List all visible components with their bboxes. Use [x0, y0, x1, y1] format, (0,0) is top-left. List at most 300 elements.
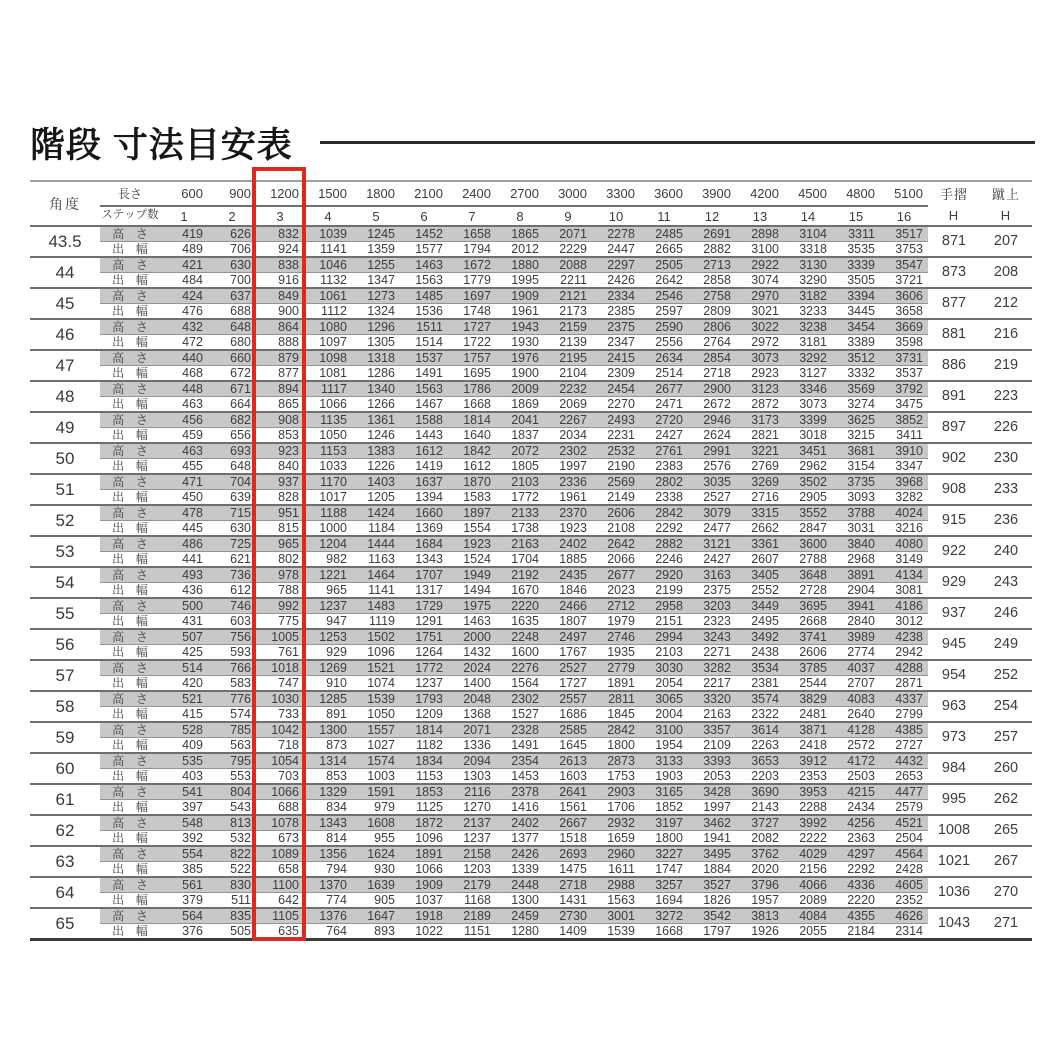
debaba-label: 出 幅: [100, 552, 160, 568]
debaba-label: 出 幅: [100, 335, 160, 351]
takasa-cell: 4238: [880, 629, 928, 645]
row-takasa-65: [30, 908, 1032, 924]
takasa-cell: 1018: [256, 660, 304, 676]
takasa-cell: 2276: [496, 660, 544, 676]
tesuri-value: 1036: [928, 877, 980, 908]
takasa-cell: 2336: [544, 474, 592, 490]
takasa-cell: 1563: [400, 381, 448, 397]
debaba-cell: 1997: [544, 459, 592, 475]
row-debaba-49: [30, 428, 1032, 444]
takasa-cell: 2557: [544, 691, 592, 707]
debaba-cell: 1431: [544, 893, 592, 909]
step-header-9: 9: [564, 208, 572, 224]
takasa-cell: 838: [256, 257, 304, 273]
debaba-cell: 1369: [400, 521, 448, 537]
tesuri-value: 915: [928, 505, 980, 536]
debaba-cell: 1153: [400, 769, 448, 785]
debaba-cell: 1074: [352, 676, 400, 692]
takasa-cell: 923: [256, 443, 304, 459]
debaba-label: 出 幅: [100, 893, 160, 909]
takasa-cell: 4083: [832, 691, 880, 707]
debaba-cell: 1694: [640, 893, 688, 909]
debaba-cell: 3100: [736, 242, 784, 258]
debaba-cell: 403: [160, 769, 208, 785]
takasa-cell: 4355: [832, 908, 880, 924]
takasa-cell: 804: [208, 784, 256, 800]
takasa-cell: 514: [160, 660, 208, 676]
debaba-cell: 2447: [592, 242, 640, 258]
debaba-cell: 1182: [400, 738, 448, 754]
debaba-cell: 1536: [400, 304, 448, 320]
debaba-cell: 2728: [784, 583, 832, 599]
takasa-cell: 3741: [784, 629, 832, 645]
takasa-cell: 879: [256, 350, 304, 366]
debaba-cell: 445: [160, 521, 208, 537]
takasa-cell: 4385: [880, 722, 928, 738]
table-body: [30, 226, 1032, 940]
takasa-cell: 4029: [784, 846, 832, 862]
debaba-cell: 2418: [784, 738, 832, 754]
debaba-cell: 877: [256, 366, 304, 382]
debaba-cell: 1112: [304, 304, 352, 320]
takasa-cell: 864: [256, 319, 304, 335]
takasa-cell: 671: [208, 381, 256, 397]
takasa-label: 高 さ: [100, 381, 160, 397]
takasa-cell: 2133: [496, 505, 544, 521]
debaba-cell: 376: [160, 924, 208, 940]
debaba-label: 出 幅: [100, 397, 160, 413]
debaba-cell: 1767: [544, 645, 592, 661]
takasa-cell: 1639: [352, 877, 400, 893]
debaba-cell: 1066: [400, 862, 448, 878]
debaba-cell: 1800: [592, 738, 640, 754]
takasa-cell: 456: [160, 412, 208, 428]
debaba-cell: 2821: [736, 428, 784, 444]
row-takasa-51: [30, 474, 1032, 490]
step-header-2: 2: [228, 208, 236, 224]
tesuri-h-label: H: [948, 208, 960, 223]
debaba-cell: 1772: [496, 490, 544, 506]
debaba-cell: 2707: [832, 676, 880, 692]
takasa-cell: 3992: [784, 815, 832, 831]
takasa-cell: 2720: [640, 412, 688, 428]
takasa-cell: 3311: [832, 226, 880, 242]
angle-value: 44: [30, 257, 100, 288]
takasa-cell: 2302: [496, 691, 544, 707]
debaba-cell: 2353: [784, 769, 832, 785]
takasa-cell: 2693: [544, 846, 592, 862]
debaba-cell: 2069: [544, 397, 592, 413]
takasa-cell: 3871: [784, 722, 832, 738]
page-title: 階段 寸法目安表: [30, 126, 293, 165]
debaba-cell: 1554: [448, 521, 496, 537]
debaba-cell: 1467: [400, 397, 448, 413]
debaba-cell: 2527: [688, 490, 736, 506]
debaba-cell: 2156: [784, 862, 832, 878]
debaba-cell: 2872: [736, 397, 784, 413]
debaba-cell: 658: [256, 862, 304, 878]
debaba-cell: 1659: [592, 831, 640, 847]
keage-value: 262: [980, 784, 1032, 815]
takasa-cell: 1030: [256, 691, 304, 707]
takasa-cell: 2220: [496, 598, 544, 614]
takasa-cell: 3941: [832, 598, 880, 614]
angle-value: 50: [30, 443, 100, 474]
debaba-cell: 1141: [352, 583, 400, 599]
debaba-cell: 1706: [592, 800, 640, 816]
debaba-cell: 680: [208, 335, 256, 351]
takasa-cell: 4337: [880, 691, 928, 707]
takasa-cell: 3762: [736, 846, 784, 862]
takasa-cell: 1383: [352, 443, 400, 459]
step-header-16: 16: [896, 208, 912, 224]
takasa-cell: 2641: [544, 784, 592, 800]
takasa-cell: 1066: [256, 784, 304, 800]
takasa-cell: 3130: [784, 257, 832, 273]
debaba-cell: 2968: [832, 552, 880, 568]
takasa-cell: 507: [160, 629, 208, 645]
takasa-cell: 2569: [592, 474, 640, 490]
takasa-cell: 3912: [784, 753, 832, 769]
debaba-cell: 2764: [688, 335, 736, 351]
debaba-cell: 385: [160, 862, 208, 878]
debaba-cell: 3073: [784, 397, 832, 413]
takasa-cell: 3614: [736, 722, 784, 738]
takasa-cell: 3552: [784, 505, 832, 521]
debaba-cell: 3411: [880, 428, 928, 444]
length-header-3000: 3000: [544, 181, 592, 206]
takasa-cell: 3606: [880, 288, 928, 304]
takasa-cell: 1117: [304, 381, 352, 397]
takasa-cell: 2920: [640, 567, 688, 583]
keage-value: 233: [980, 474, 1032, 505]
takasa-cell: 4288: [880, 660, 928, 676]
debaba-cell: 1561: [544, 800, 592, 816]
keage-value: 240: [980, 536, 1032, 567]
row-takasa-52: [30, 505, 1032, 521]
takasa-cell: 4605: [880, 877, 928, 893]
debaba-cell: 794: [304, 862, 352, 878]
debaba-cell: 888: [256, 335, 304, 351]
takasa-cell: 424: [160, 288, 208, 304]
takasa-cell: 3653: [736, 753, 784, 769]
takasa-cell: 3165: [640, 784, 688, 800]
takasa-cell: 2960: [592, 846, 640, 862]
debaba-cell: 1336: [448, 738, 496, 754]
debaba-cell: 1394: [400, 490, 448, 506]
debaba-cell: 3318: [784, 242, 832, 258]
takasa-cell: 2606: [592, 505, 640, 521]
angle-value: 51: [30, 474, 100, 505]
takasa-cell: 1100: [256, 877, 304, 893]
debaba-cell: 893: [352, 924, 400, 940]
debaba-cell: 2716: [736, 490, 784, 506]
row-debaba-44: [30, 273, 1032, 289]
keage-value: 270: [980, 877, 1032, 908]
takasa-cell: 4037: [832, 660, 880, 676]
debaba-cell: 3233: [784, 304, 832, 320]
debaba-cell: 2840: [832, 614, 880, 630]
takasa-cell: 4256: [832, 815, 880, 831]
debaba-cell: 1837: [496, 428, 544, 444]
debaba-cell: 522: [208, 862, 256, 878]
step-header-8: 8: [516, 208, 524, 224]
debaba-cell: 420: [160, 676, 208, 692]
takasa-cell: 2454: [592, 381, 640, 397]
takasa-cell: 2094: [448, 753, 496, 769]
debaba-label: 出 幅: [100, 831, 160, 847]
takasa-cell: 3100: [640, 722, 688, 738]
takasa-cell: 2189: [448, 908, 496, 924]
debaba-cell: 1807: [544, 614, 592, 630]
takasa-cell: 704: [208, 474, 256, 490]
takasa-cell: 3073: [736, 350, 784, 366]
debaba-cell: 764: [304, 924, 352, 940]
debaba-cell: 2066: [592, 552, 640, 568]
header-row-steps: [30, 206, 1032, 226]
takasa-cell: 2159: [544, 319, 592, 335]
takasa-cell: 2088: [544, 257, 592, 273]
takasa-label: 高 さ: [100, 815, 160, 831]
debaba-cell: 1797: [688, 924, 736, 940]
debaba-cell: 1096: [400, 831, 448, 847]
debaba-cell: 3181: [784, 335, 832, 351]
takasa-cell: 2375: [592, 319, 640, 335]
debaba-cell: 688: [256, 800, 304, 816]
debaba-cell: 2495: [736, 614, 784, 630]
debaba-cell: 1753: [592, 769, 640, 785]
takasa-cell: 1296: [352, 319, 400, 335]
takasa-cell: 1253: [304, 629, 352, 645]
step-header-14: 14: [800, 208, 816, 224]
takasa-cell: 1707: [400, 567, 448, 583]
takasa-cell: 3495: [688, 846, 736, 862]
debaba-cell: 910: [304, 676, 352, 692]
takasa-cell: 3399: [784, 412, 832, 428]
takasa-cell: 3669: [880, 319, 928, 335]
takasa-label: 高 さ: [100, 877, 160, 893]
takasa-cell: 830: [208, 877, 256, 893]
takasa-cell: 3695: [784, 598, 832, 614]
takasa-cell: 2667: [544, 815, 592, 831]
takasa-cell: 1897: [448, 505, 496, 521]
takasa-cell: 2806: [688, 319, 736, 335]
takasa-cell: 3502: [784, 474, 832, 490]
takasa-cell: 2922: [736, 257, 784, 273]
takasa-cell: 2677: [592, 567, 640, 583]
debaba-cell: 873: [304, 738, 352, 754]
row-takasa-58: [30, 691, 1032, 707]
keage-value: 230: [980, 443, 1032, 474]
takasa-cell: 2761: [640, 443, 688, 459]
takasa-cell: 785: [208, 722, 256, 738]
debaba-cell: 3535: [832, 242, 880, 258]
debaba-cell: 774: [304, 893, 352, 909]
takasa-cell: 2072: [496, 443, 544, 459]
takasa-cell: 630: [208, 257, 256, 273]
takasa-cell: 736: [208, 567, 256, 583]
debaba-cell: 656: [208, 428, 256, 444]
debaba-cell: 621: [208, 552, 256, 568]
debaba-cell: 1209: [400, 707, 448, 723]
debaba-cell: 982: [304, 552, 352, 568]
tesuri-value: 945: [928, 629, 980, 660]
takasa-cell: 1314: [304, 753, 352, 769]
takasa-cell: 3133: [640, 753, 688, 769]
debaba-cell: 1050: [352, 707, 400, 723]
takasa-cell: 3852: [880, 412, 928, 428]
takasa-cell: 3600: [784, 536, 832, 552]
takasa-cell: 2677: [640, 381, 688, 397]
debaba-cell: 1132: [304, 273, 352, 289]
tesuri-value: 937: [928, 598, 980, 629]
debaba-label: 出 幅: [100, 800, 160, 816]
takasa-cell: 2071: [448, 722, 496, 738]
takasa-cell: 4297: [832, 846, 880, 862]
debaba-cell: 1640: [448, 428, 496, 444]
tesuri-value: 891: [928, 381, 980, 412]
takasa-cell: 2048: [448, 691, 496, 707]
takasa-cell: 3393: [688, 753, 736, 769]
debaba-label: 出 幅: [100, 583, 160, 599]
debaba-cell: 2143: [736, 800, 784, 816]
debaba-cell: 1563: [592, 893, 640, 909]
keage-header: 蹴上: [991, 186, 1020, 202]
row-takasa-57: [30, 660, 1032, 676]
debaba-cell: 2434: [832, 800, 880, 816]
debaba-cell: 3753: [880, 242, 928, 258]
debaba-cell: 2477: [688, 521, 736, 537]
debaba-cell: 1066: [304, 397, 352, 413]
takasa-cell: 1637: [400, 474, 448, 490]
takasa-cell: 1329: [304, 784, 352, 800]
debaba-cell: 1443: [400, 428, 448, 444]
steps-header-label: ステップ数: [101, 209, 159, 222]
takasa-cell: 528: [160, 722, 208, 738]
debaba-cell: 1168: [448, 893, 496, 909]
takasa-cell: 1255: [352, 257, 400, 273]
takasa-cell: 3173: [736, 412, 784, 428]
debaba-cell: 3389: [832, 335, 880, 351]
table-header: [30, 181, 1032, 226]
takasa-cell: 2946: [688, 412, 736, 428]
takasa-cell: 2378: [496, 784, 544, 800]
debaba-cell: 2809: [688, 304, 736, 320]
takasa-cell: 776: [208, 691, 256, 707]
length-header-label: 長さ: [100, 181, 160, 206]
takasa-label: 高 さ: [100, 784, 160, 800]
takasa-cell: 4432: [880, 753, 928, 769]
debaba-cell: 2769: [736, 459, 784, 475]
takasa-cell: 1318: [352, 350, 400, 366]
debaba-cell: 2579: [880, 800, 928, 816]
takasa-cell: 756: [208, 629, 256, 645]
takasa-cell: 2192: [496, 567, 544, 583]
row-debaba-62: [30, 831, 1032, 847]
debaba-cell: 1432: [448, 645, 496, 661]
takasa-cell: 725: [208, 536, 256, 552]
step-header-4: 4: [324, 208, 332, 224]
takasa-cell: 486: [160, 536, 208, 552]
angle-value: 54: [30, 567, 100, 598]
takasa-cell: 3517: [880, 226, 928, 242]
takasa-label: 高 さ: [100, 753, 160, 769]
debaba-cell: 840: [256, 459, 304, 475]
debaba-cell: 1237: [400, 676, 448, 692]
debaba-cell: 489: [160, 242, 208, 258]
debaba-cell: 1000: [304, 521, 352, 537]
takasa-cell: 3320: [688, 691, 736, 707]
takasa-cell: 4477: [880, 784, 928, 800]
takasa-cell: 937: [256, 474, 304, 490]
takasa-cell: 1054: [256, 753, 304, 769]
takasa-cell: 1046: [304, 257, 352, 273]
row-debaba-57: [30, 676, 1032, 692]
debaba-cell: 3081: [880, 583, 928, 599]
takasa-cell: 3574: [736, 691, 784, 707]
debaba-cell: 3282: [880, 490, 928, 506]
debaba-cell: 2662: [736, 521, 784, 537]
takasa-cell: 1793: [400, 691, 448, 707]
debaba-cell: 1995: [496, 273, 544, 289]
debaba-cell: 425: [160, 645, 208, 661]
debaba-cell: 853: [256, 428, 304, 444]
takasa-cell: 1105: [256, 908, 304, 924]
debaba-cell: 1695: [448, 366, 496, 382]
debaba-cell: 2012: [496, 242, 544, 258]
takasa-cell: 3813: [736, 908, 784, 924]
takasa-cell: 3454: [832, 319, 880, 335]
takasa-cell: 1300: [304, 722, 352, 738]
takasa-cell: 3829: [784, 691, 832, 707]
takasa-cell: 1424: [352, 505, 400, 521]
keage-value: 265: [980, 815, 1032, 846]
takasa-cell: 1872: [400, 815, 448, 831]
debaba-cell: 2428: [880, 862, 928, 878]
debaba-cell: 3012: [880, 614, 928, 630]
takasa-cell: 1918: [400, 908, 448, 924]
takasa-label: 高 さ: [100, 598, 160, 614]
row-debaba-45: [30, 304, 1032, 320]
tesuri-value: 871: [928, 226, 980, 257]
keage-h-label: H: [1000, 208, 1012, 223]
debaba-cell: 2004: [640, 707, 688, 723]
debaba-label: 出 幅: [100, 738, 160, 754]
takasa-cell: 561: [160, 877, 208, 893]
keage-value: 267: [980, 846, 1032, 877]
tesuri-value: 1008: [928, 815, 980, 846]
debaba-cell: 2323: [688, 614, 736, 630]
takasa-cell: 1880: [496, 257, 544, 273]
row-takasa-46: [30, 319, 1032, 335]
debaba-cell: 2271: [688, 645, 736, 661]
step-header-15: 15: [848, 208, 864, 224]
debaba-cell: 463: [160, 397, 208, 413]
debaba-cell: 1583: [448, 490, 496, 506]
debaba-cell: 1930: [496, 335, 544, 351]
debaba-cell: 436: [160, 583, 208, 599]
debaba-cell: 2292: [640, 521, 688, 537]
row-takasa-53: [30, 536, 1032, 552]
debaba-cell: 828: [256, 490, 304, 506]
takasa-cell: 1269: [304, 660, 352, 676]
debaba-cell: 1668: [640, 924, 688, 940]
takasa-cell: 3123: [736, 381, 784, 397]
debaba-cell: 2173: [544, 304, 592, 320]
takasa-cell: 2718: [544, 877, 592, 893]
takasa-cell: 2758: [688, 288, 736, 304]
takasa-cell: 1452: [400, 226, 448, 242]
